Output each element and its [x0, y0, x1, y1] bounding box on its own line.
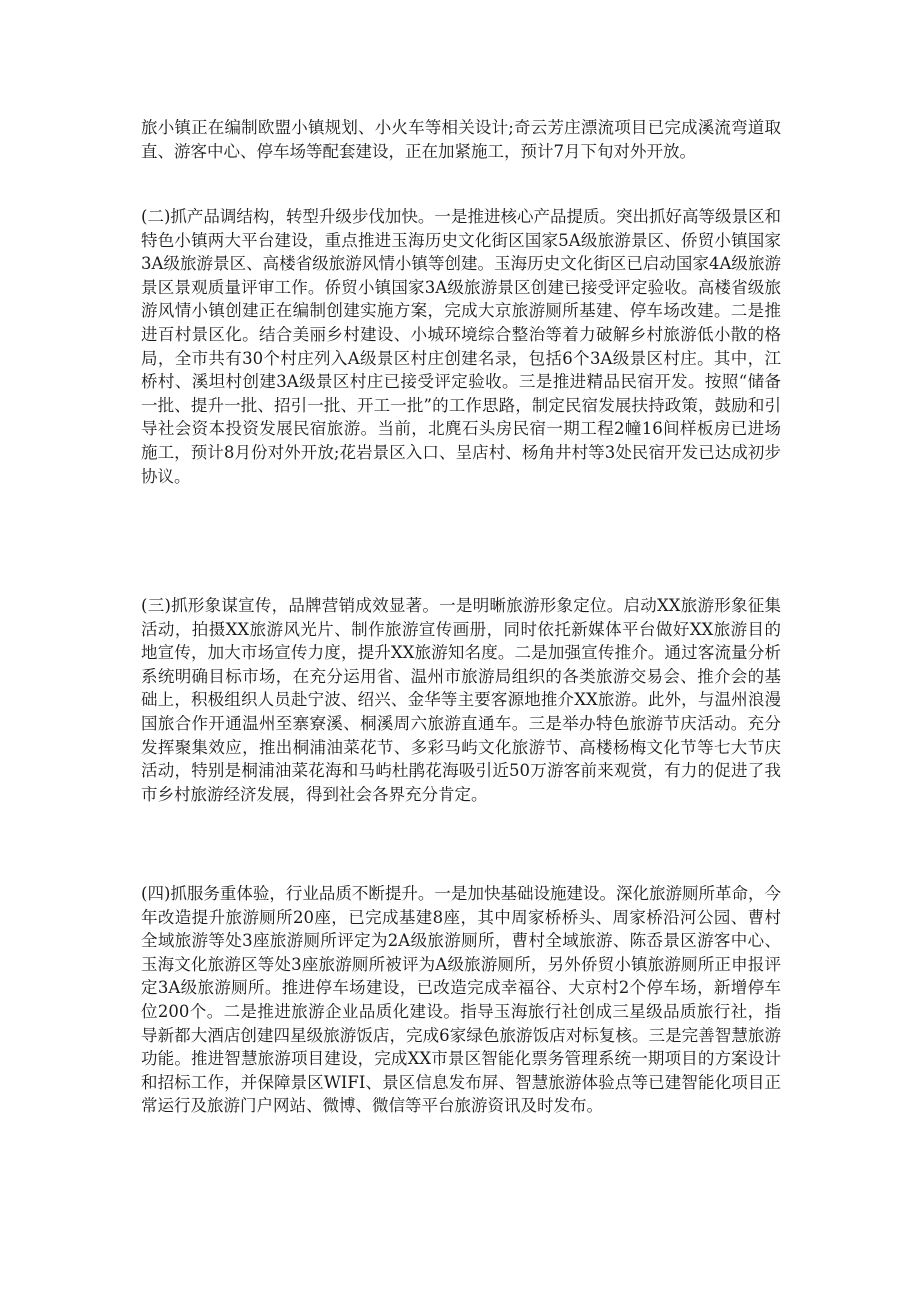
paragraph-section-4-services: (四)抓服务重体验，行业品质不断提升。一是加快基础设施建设。深化旅游厕所革命，今年改造提升旅游厕所20座，已完成基建8座，其中周家桥桥头、周家桥沿河公园、曹村全域旅游等处3座旅游厕所评定为2A级旅游厕所，曹村全域旅游、陈岙景区游客中心、玉海文化旅游区等处3座旅游厕所被评为A级旅游厕所，另外侨贸小镇旅游厕所正申报评定3A级旅游厕所。推进停车场建设，已改造完成幸福谷、大京村2个停车场，新增停车位200个。二是推进旅游企业品质化建设。指导玉海旅行社创成三星级品质旅行社，指导新都大酒店创建四星级旅游饭店，完成6家绿色旅游饭店对标复核。三是完善智慧旅游功能。推进智慧旅游项目建设，完成XX市景区智能化票务管理系统一期项目的方案设计和招标工作，并保障景区WIFI、景区信息发布屏、智慧旅游体验点等已建智能化项目正常运行及旅游门户网站、微博、微信等平台旅游资讯及时发布。	[141, 884, 781, 1116]
paragraph-section-3-promotion: (三)抓形象谋宣传，品牌营销成效显著。一是明晰旅游形象定位。启动XX旅游形象征集活动，拍摄XX旅游风光片、制作旅游宣传画册，同时依托新媒体平台做好XX旅游目的地宣传，加大市场宣传力度，提升XX旅游知名度。二是加强宣传推介。通过客流量分析系统明确目标市场，在充分运用省、温州市旅游局组织的各类旅游交易会、推介会的基础上，积极组织人员赴宁波、绍兴、金华等主要客源地推介XX旅游。此外，与温州浪漫国旅合作开通温州至寨寮溪、桐溪周六旅游直通车。三是举办特色旅游节庆活动。充分发挥聚集效应，推出桐浦油菜花节、多彩马屿文化旅游节、高楼杨梅文化节等七大节庆活动，特别是桐浦油菜花海和马屿杜鹃花海吸引近50万游客前来观赏，有力的促进了我市乡村旅游经济发展，得到社会各界充分肯定。	[141, 596, 781, 804]
paragraph-intro-continuation: 旅小镇正在编制欧盟小镇规划、小火车等相关设计;奇云芳庄漂流项目已完成溪流弯道取直、游客中心、停车场等配套建设，正在加紧施工，预计7月下旬对外开放。	[141, 118, 781, 161]
paragraph-section-2-products: (二)抓产品调结构，转型升级步伐加快。一是推进核心产品提质。突出抓好高等级景区和特色小镇两大平台建设，重点推进玉海历史文化街区国家5A级旅游景区、侨贸小镇国家3A级旅游景区、高楼省级旅游风情小镇等创建。玉海历史文化街区已启动国家4A级旅游景区景观质量评审工作。侨贸小镇国家3A级旅游景区创建已接受评定验收。高楼省级旅游风情小镇创建正在编制创建实施方案，完成大京旅游厕所基建、停车场改建。二是推进百村景区化。结合美丽乡村建设、小城环境综合整治等着力破解乡村旅游低小散的格局，全市共有30个村庄列入A级景区村庄创建名录，包括6个3A级景区村庄。其中，江桥村、溪坦村创建3A级景区村庄已接受评定验收。三是推进精品民宿开发。按照“储备一批、提升一批、招引一批、开工一批”的工作思路，制定民宿发展扶持政策，鼓励和引导社会资本投资发展民宿旅游。当前，北麂石头房民宿一期工程2幢16间样板房已进场施工，预计8月份对外开放;花岩景区入口、呈店村、杨角井村等3处民宿开发已达成初步协议。	[141, 207, 781, 486]
